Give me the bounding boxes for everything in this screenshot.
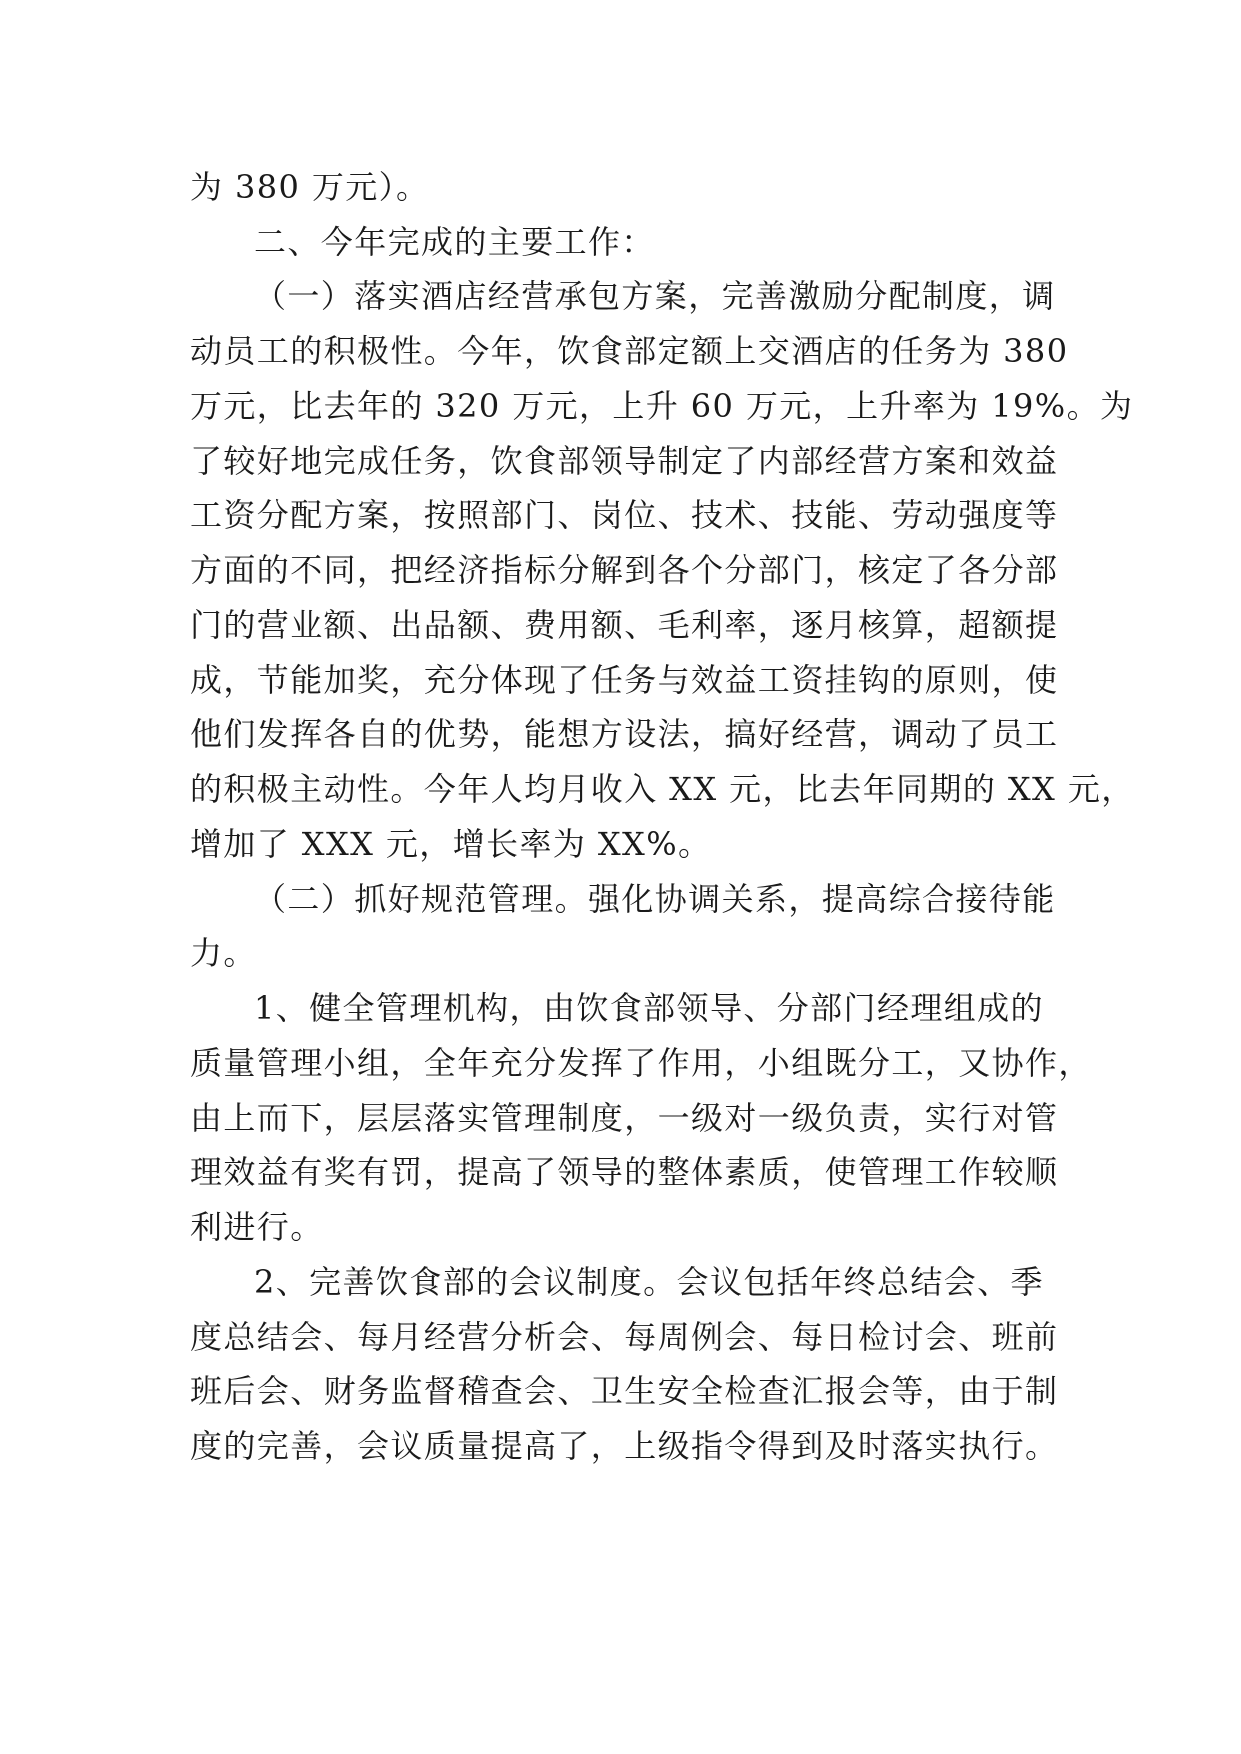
list-item-heading: 2、完善饮食部的会议制度。会议包括年终总结会、季	[254, 1263, 1044, 1301]
text-line: 度的完善，会议质量提高了，上级指令得到及时落实执行。	[190, 1427, 1059, 1465]
text-line: 成，节能加奖，充分体现了任务与效益工资挂钩的原则，使	[190, 661, 1059, 699]
text-line: 增加了 XXX 元，增长率为 XX%。	[190, 825, 712, 863]
text-line: 动员工的积极性。今年，饮食部定额上交酒店的任务为 380	[190, 332, 1069, 370]
text-line: 利进行。	[190, 1208, 324, 1246]
text-line: 的积极主动性。今年人均月收入 XX 元，比去年同期的 XX 元，	[190, 770, 1135, 808]
text-line: 由上而下，层层落实管理制度，一级对一级负责，实行对管	[190, 1099, 1059, 1137]
text-line: 度总结会、每月经营分析会、每周例会、每日检讨会、班前	[190, 1318, 1059, 1356]
text-line: 门的营业额、出品额、费用额、毛利率，逐月核算，超额提	[190, 606, 1059, 644]
text-line: 为 380 万元）。	[190, 168, 430, 206]
section-heading: 二、今年完成的主要工作：	[254, 223, 655, 261]
text-line: 方面的不同，把经济指标分解到各个分部门，核定了各分部	[190, 551, 1059, 589]
subsection-heading: （二）抓好规范管理。强化协调关系，提高综合接待能	[254, 880, 1056, 918]
subsection-heading: （一）落实酒店经营承包方案，完善激励分配制度，调	[254, 277, 1056, 315]
text-line: 质量管理小组，全年充分发挥了作用，小组既分工，又协作，	[190, 1044, 1092, 1082]
text-line: 力。	[190, 934, 257, 972]
text-line: 了较好地完成任务，饮食部领导制定了内部经营方案和效益	[190, 442, 1059, 480]
text-line: 他们发挥各自的优势，能想方设法，搞好经营，调动了员工	[190, 715, 1059, 753]
text-line: 班后会、财务监督稽查会、卫生安全检查汇报会等，由于制	[190, 1372, 1059, 1410]
text-line: 万元，比去年的 320 万元，上升 60 万元，上升率为 19%。为	[190, 387, 1134, 425]
text-line: 工资分配方案，按照部门、岗位、技术、技能、劳动强度等	[190, 496, 1059, 534]
text-line: 理效益有奖有罚，提高了领导的整体素质，使管理工作较顺	[190, 1153, 1059, 1191]
list-item-heading: 1、健全管理机构，由饮食部领导、分部门经理组成的	[254, 989, 1044, 1027]
